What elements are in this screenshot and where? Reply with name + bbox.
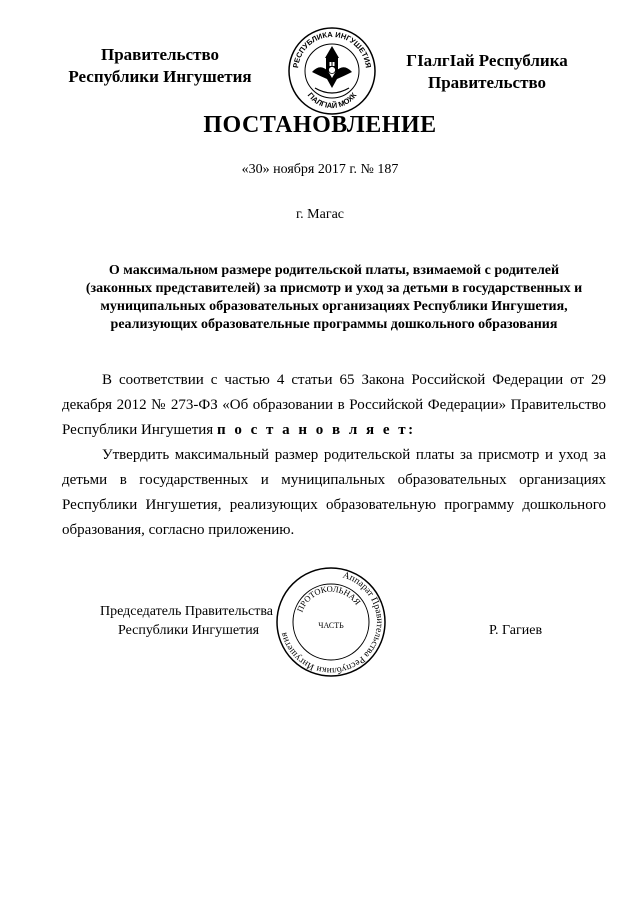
paragraph-1-text: В соответствии с частью 4 статьи 65 Закона Российской Федерации от 29 декабря 2012 № 273-ФЗ «Об образовании в Российской Федерации» Правительство Республики Ингушетия — [62, 372, 606, 438]
coat-of-arms-emblem — [287, 26, 377, 116]
document-title: ПОСТАНОВЛЕНИЕ — [203, 112, 437, 138]
header-right — [387, 50, 587, 94]
header-right-line2: Правительство — [427, 73, 547, 92]
subject-line: О максимальном размере родительской платы, взимаемой с родителей — [108, 263, 560, 278]
stamp-center-text: ЧАСТЬ — [318, 621, 344, 630]
document-city: г. Магас — [296, 207, 344, 222]
signatory-title-line2: Республики Ингушетия — [118, 623, 260, 638]
header-right-line1: ГIалгIай Республика — [406, 51, 568, 70]
body-paragraph-1 — [62, 368, 606, 443]
document-body — [62, 368, 606, 543]
subject-line: (законных представителей) за присмотр и уход за детьми в государственных и — [85, 281, 583, 296]
header-left — [48, 44, 272, 88]
resolution-keyword: п о с т а н о в л я е т: — [216, 422, 416, 438]
header-left-line1: Правительство — [100, 45, 220, 64]
signatory-title-line1: Председатель Правительства — [100, 604, 273, 619]
document-date-number: «30» ноября 2017 г. № 187 — [241, 162, 399, 177]
emblem-eagle-icon — [312, 67, 352, 89]
stamp-ring-text: Аппарат Правительства Республики Ингушетия — [279, 570, 385, 676]
svg-text:ПРОТОКОЛЬНАЯ — [295, 584, 363, 614]
subject-line: реализующих образовательные программы дошкольного образования — [110, 317, 558, 332]
subject-line: муниципальных образовательных организациях Республики Ингушетия, — [100, 299, 568, 314]
stamp-middle-text: ПРОТОКОЛЬНАЯ — [294, 583, 363, 614]
body-paragraph-2: Утвердить максимальный размер родительской платы за присмотр и уход за детьми в государственных и муниципальных образовательных организациях Республики Ингушетия, реализующих образовательную программу дошкольного образования, согласно приложению. — [62, 447, 606, 538]
signatory-name: Р. Гагиев — [489, 623, 543, 638]
official-stamp — [275, 566, 387, 678]
emblem-top-text: РЕСПУБЛИКА ИНГУШЕТИЯ — [291, 29, 373, 69]
emblem-bottom-text: ГIАЛГIАЙ МОХК — [305, 90, 359, 111]
document-subject — [62, 262, 606, 334]
header-left-line2: Республики Ингушетия — [68, 67, 252, 86]
